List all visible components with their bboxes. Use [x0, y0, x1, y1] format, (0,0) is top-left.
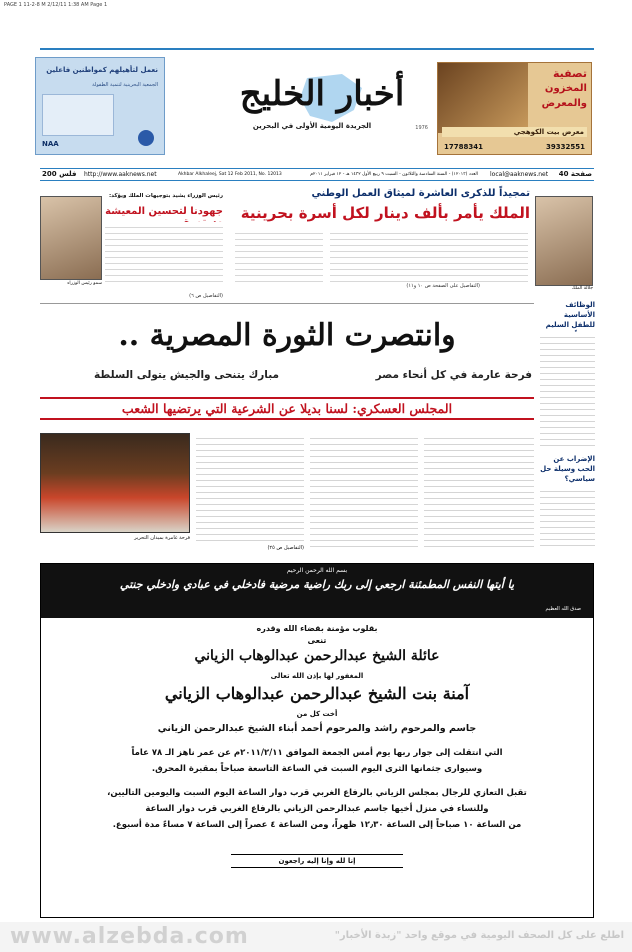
ad-right-phone2: 39332551 — [546, 143, 585, 151]
issue-info-ar: العدد (١٢٠١٣) - السنة السادسة والثلاثون - السبت ٩ ربيع الأول ١٤٣٢ هـ - ١٢ فبراير ٢٠١١م — [310, 172, 478, 177]
right-story-text — [330, 228, 528, 284]
ad-right-store: معرض بيت الكوهجي — [442, 127, 587, 137]
verse-end: صدق الله العظيم — [545, 606, 581, 612]
left-headline: جهودنا لتحسين المعيشة — [105, 206, 223, 217]
ad-right-phone1: 17788341 — [444, 143, 483, 151]
watermark-bar — [0, 922, 632, 952]
main-ref: (التفاصيل ص ٢٥) — [267, 545, 304, 551]
right-ref: (التفاصيل على الصفحة ص ١٠ و١١) — [406, 283, 480, 289]
left-kicker: رئيس الوزراء يشيد بتوجيهات الملك ويؤكد: — [108, 193, 223, 199]
info-bar — [40, 168, 594, 181]
funeral-notice — [40, 563, 594, 918]
print-header: PAGE 1 11-2-8 M 2/12/11 1:38 AM Page 1 — [4, 2, 108, 8]
funeral-line-2: وسيوارى جثمانها الثرى اليوم السبت في الساعة التاسعة صباحاً بمقبرة المحرق. — [151, 764, 483, 774]
funeral-family: عائلة الشيخ عبدالرحمن عبدالوهاب الزياني — [194, 648, 440, 664]
sidebar — [540, 300, 595, 548]
funeral-line-4: وللنساء في منزل أخيها جاسم عبدالرحمن الزياني بالرفاع الغربي قرب دوار الساعة — [145, 804, 489, 814]
funeral-siblings: جاسم والمرحوم راشد والمرحوم أحمد أبناء الشيخ عبدالرحمن الزياني — [157, 723, 477, 734]
left-story-text — [105, 222, 223, 282]
main-text-col-2 — [310, 433, 418, 551]
sub-headlines — [40, 369, 534, 383]
sub-headline-1: فرحة عارمة في كل أنحاء مصر — [375, 369, 532, 381]
email-link[interactable]: local@aaknews.net — [490, 171, 549, 178]
funeral-late: المغفور لها بإذن الله تعالى — [270, 672, 364, 680]
ad-right-line3: والمعرض — [541, 98, 587, 109]
sidebar-text-1 — [540, 332, 595, 450]
funeral-deceased: آمنة بنت الشيخ عبدالرحمن عبدالوهاب الزياني — [164, 684, 470, 703]
price: 200 فلس — [42, 170, 77, 178]
caption-king: جلالة الملك — [571, 286, 593, 291]
main-banner: المجلس العسكري: لسنا بديلا عن الشرعية التي يرتضيها الشعب — [40, 397, 534, 420]
right-kicker: تمجيداً للذكرى العاشرة لميثاق العمل الوطني — [311, 188, 530, 199]
masthead-tagline: الجريدة اليومية الأولى في البحرين — [252, 122, 372, 130]
main-text-col-1 — [196, 433, 304, 543]
verse: يا أيتها النفس المطمئنة ارجعي إلى ربك راضية مرضية فادخلي في عبادي وادخلي جنتي — [119, 578, 515, 591]
funeral-line-1: التي انتقلت إلى جوار ربها يوم أمس الجمعة الموافق ٢٠١١/٢/١١م عن عمر ناهز الـ ٧٨ عاماً — [131, 748, 503, 758]
ad-left[interactable] — [35, 57, 165, 155]
photo-pm — [40, 196, 102, 280]
basmala: بسم الله الرحمن الرحيم — [286, 567, 348, 574]
right-headline: الملك يأمر بألف دينار لكل أسرة بحرينية — [240, 204, 530, 222]
issue-info: Akhbar Alkhaleej, Sat 12 Feb 2011, No. 12013 — [178, 172, 282, 177]
funeral-intro: بقلوب مؤمنة بقضاء الله وقدره — [256, 624, 378, 633]
top-rule — [40, 48, 594, 50]
left-ref: (التفاصيل ص ٦) — [189, 293, 223, 299]
sidebar-text-2 — [540, 486, 595, 546]
page-count: 40 صفحة — [558, 170, 592, 178]
funeral-mourns: تنعى — [307, 636, 327, 645]
funeral-line-3: تقبل التعازي للرجال بمجلس الزياني بالرفاع الغربي قرب دوار الساعة اليوم السبت واليومين التاليين، — [107, 788, 527, 798]
masthead — [212, 70, 432, 140]
sidebar-title-1: الوظائف الأساسية للطفل السليم — [545, 301, 595, 329]
watermark-slogan: اطلع على كل الصحف اليومية في موقع واحد "زبدة الأخبار" — [334, 930, 624, 941]
ad-left-brand: NAA — [42, 140, 59, 148]
main-photo-caption: فرحة غامرة بميدان التحرير — [134, 535, 190, 541]
main-photo — [40, 433, 190, 533]
ad-right-photo — [438, 63, 528, 133]
masthead-logo: أخبار الخليج — [239, 74, 405, 114]
funeral-closing: إنا لله وإنا إليه راجعون — [231, 854, 403, 868]
divider — [40, 303, 534, 304]
watermark-site[interactable]: www.alzebda.com — [10, 924, 249, 949]
ad-left-image — [42, 94, 114, 136]
funeral-sister-of: أخت كل من — [296, 710, 338, 718]
ad-right-line2: المخزون — [544, 83, 587, 94]
main-text-col-3 — [424, 433, 534, 551]
funeral-band — [41, 564, 593, 618]
ad-right-line1: تصفية — [552, 67, 587, 80]
caption-pm: سمو رئيس الوزراء — [67, 281, 102, 286]
ad-left-logo-icon — [138, 130, 154, 146]
masthead-since: 1976 — [415, 125, 428, 131]
funeral-line-5: من الساعة ١٠ صباحاً إلى الساعة ١٢٫٣٠ ظهراً، ومن الساعة ٤ عصراً إلى الساعة ٧ مساءً مدة أسبوع. — [112, 820, 522, 830]
ad-left-title: نعمل لتأهيلهم كمواطنين فاعلين — [46, 66, 158, 74]
sidebar-title-2: الإضراب عن الحب وسيلة حل سياسي؟ — [540, 455, 595, 483]
ad-right[interactable] — [437, 62, 592, 155]
site-link[interactable]: http://www.aaknews.net — [84, 171, 157, 178]
main-headline: وانتصرت الثورة المصرية .. — [118, 318, 456, 353]
ad-left-subtitle: الجمعية البحرينية لتنمية الطفولة — [92, 82, 158, 88]
photo-king — [535, 196, 593, 286]
right-story-text-2 — [235, 228, 323, 284]
sub-headline-2: مبارك يتنحى والجيش يتولى السلطة — [94, 369, 279, 381]
